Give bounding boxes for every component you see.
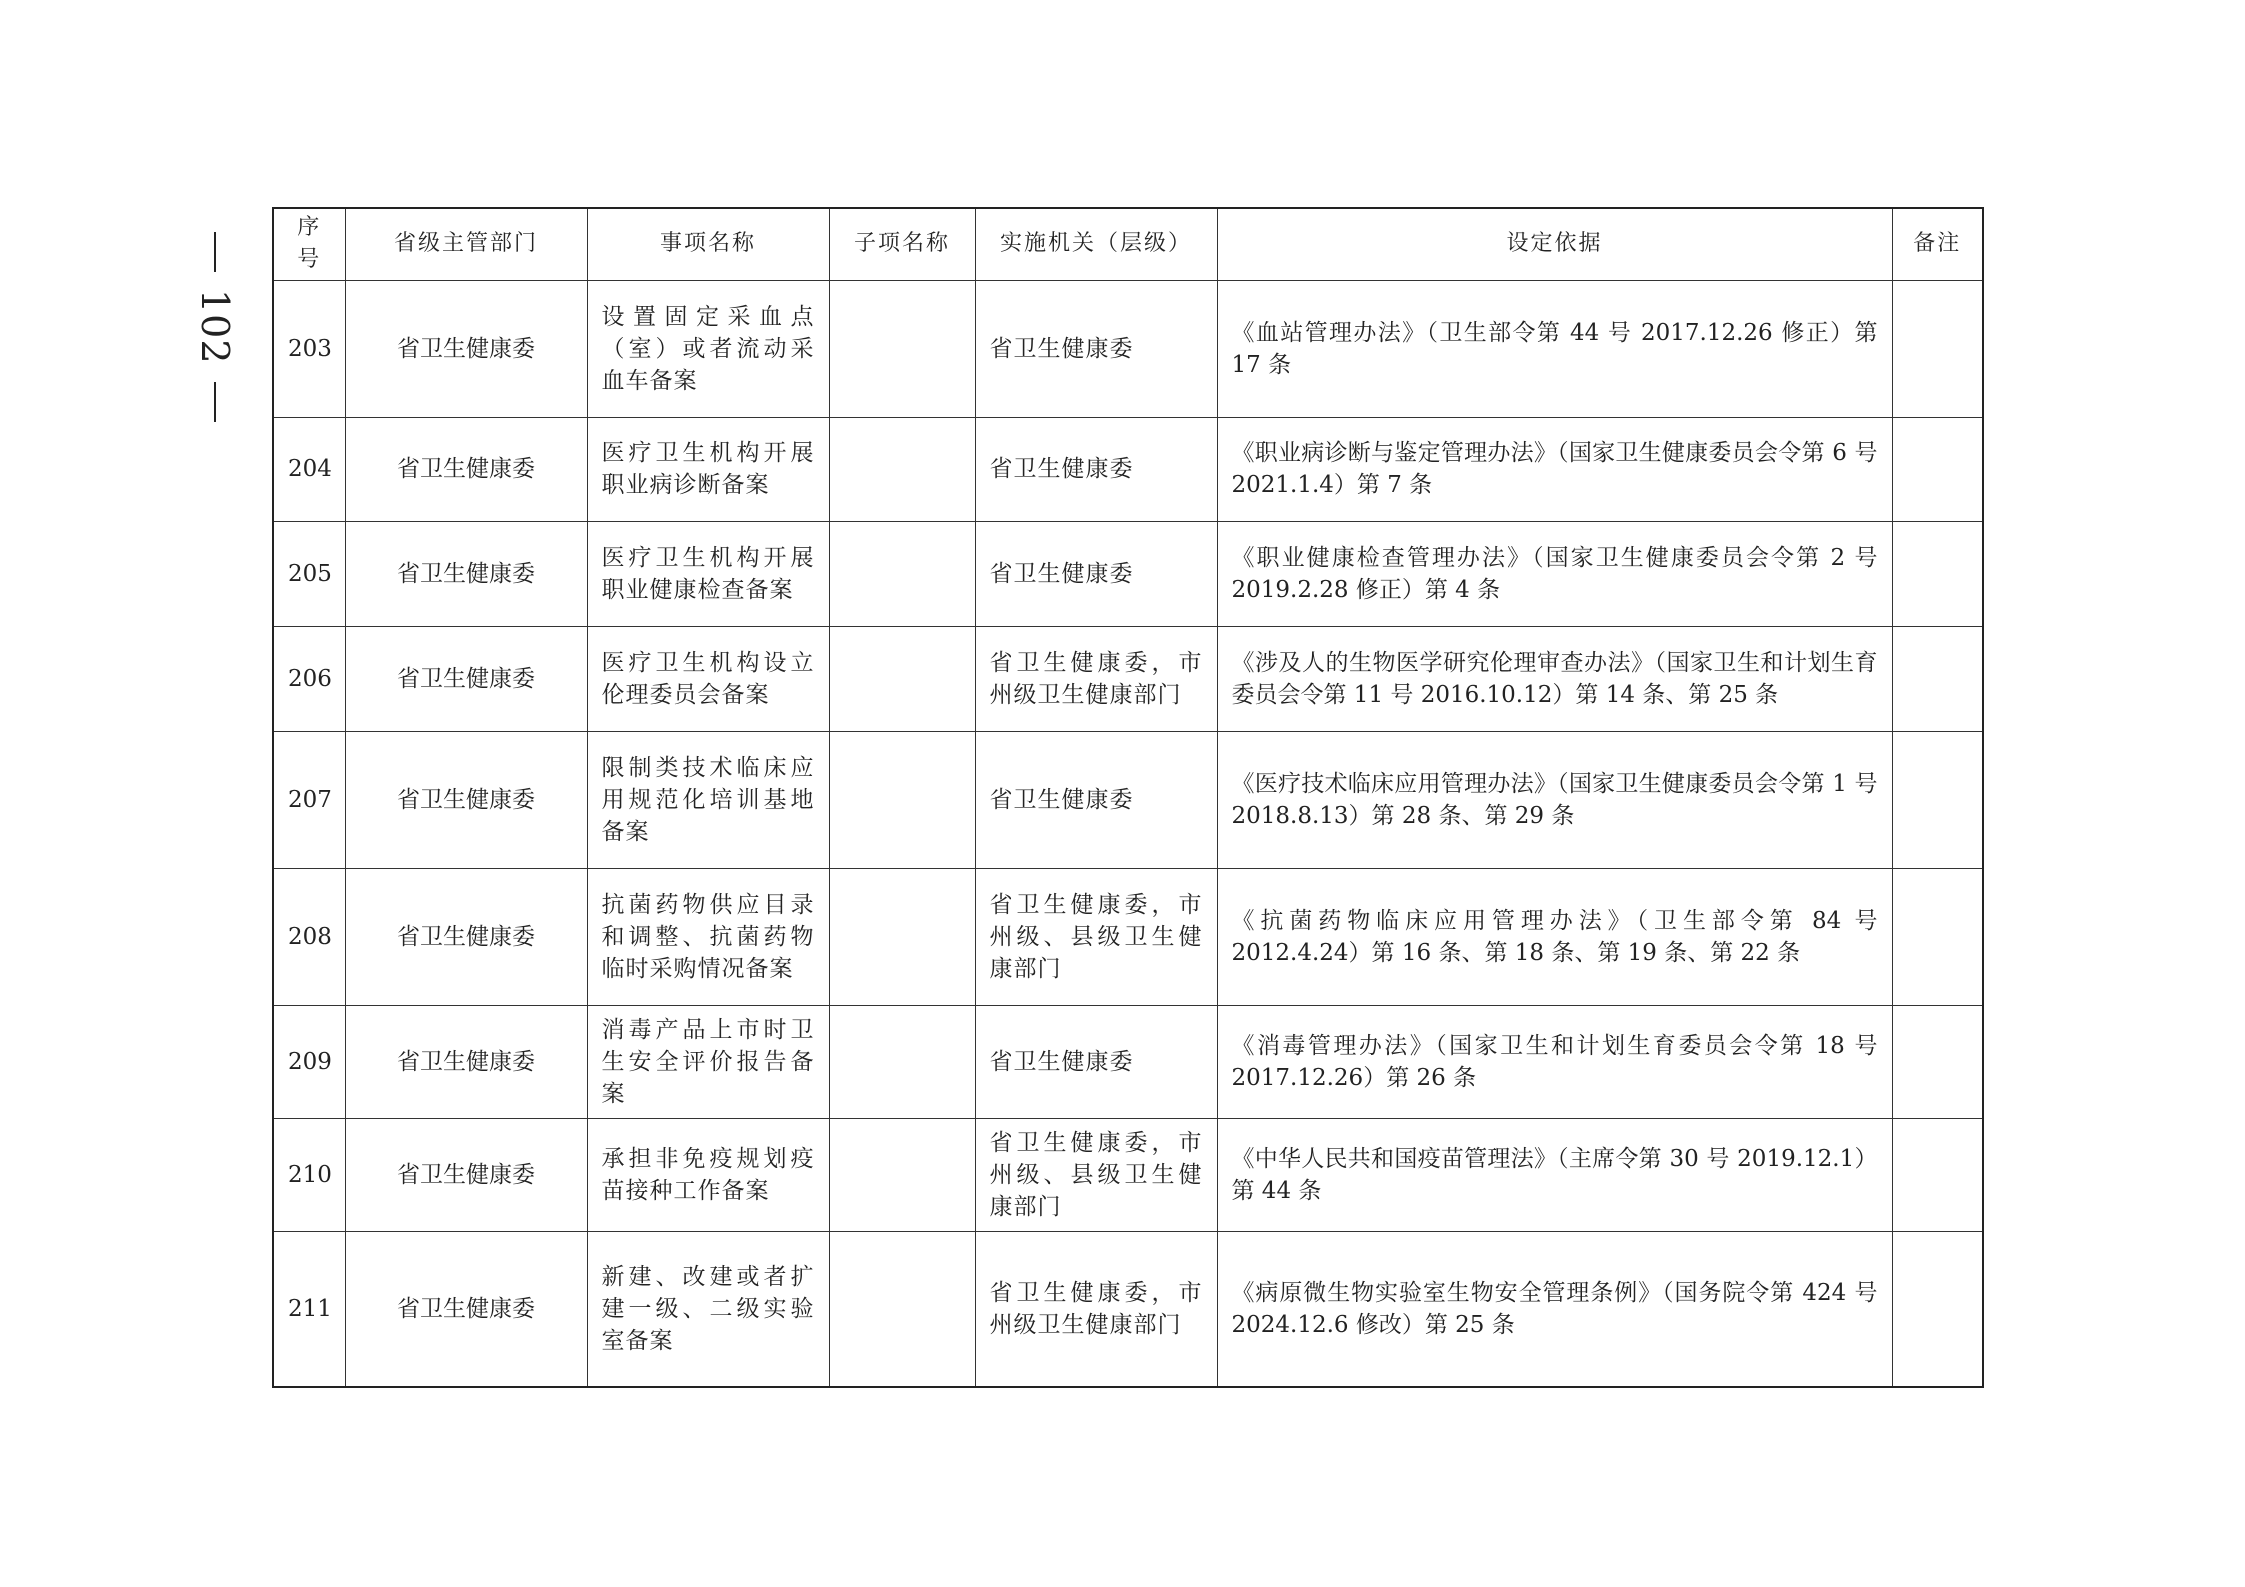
row-legal-basis: 《职业病诊断与鉴定管理办法》（国家卫生健康委员会令第 6 号 2021.1.4）第 7 条 xyxy=(1217,417,1892,521)
row-notes xyxy=(1892,280,1983,417)
row-legal-basis: 《抗菌药物临床应用管理办法》（卫生部令第 84 号 2012.4.24）第 16 条、第 18 条、第 19 条、第 22 条 xyxy=(1217,868,1892,1005)
table-row xyxy=(273,1231,1983,1387)
row-index: 209 xyxy=(273,1005,345,1118)
row-department: 省卫生健康委 xyxy=(345,1005,587,1118)
row-item-name: 新建、改建或者扩建一级、二级实验室备案 xyxy=(587,1231,829,1387)
row-index: 208 xyxy=(273,868,345,1005)
page-number-top-rule xyxy=(214,232,216,272)
row-legal-basis: 《职业健康检查管理办法》（国家卫生健康委员会令第 2 号 2019.2.28 修正）第 4 条 xyxy=(1217,521,1892,626)
row-sub-item xyxy=(829,417,975,521)
table-row xyxy=(273,868,1983,1005)
header-sub-item: 子项名称 xyxy=(829,208,975,280)
header-department: 省级主管部门 xyxy=(345,208,587,280)
row-notes xyxy=(1892,1118,1983,1231)
page-number-text: 102 xyxy=(193,289,237,365)
row-sub-item xyxy=(829,1005,975,1118)
row-sub-item xyxy=(829,731,975,868)
table-row xyxy=(273,1118,1983,1231)
row-department: 省卫生健康委 xyxy=(345,868,587,1005)
row-department: 省卫生健康委 xyxy=(345,626,587,731)
row-item-name: 抗菌药物供应目录和调整、抗菌药物临时采购情况备案 xyxy=(587,868,829,1005)
header-notes: 备注 xyxy=(1892,208,1983,280)
row-department: 省卫生健康委 xyxy=(345,731,587,868)
row-sub-item xyxy=(829,280,975,417)
row-notes xyxy=(1892,521,1983,626)
row-agency: 省卫生健康委，市州级卫生健康部门 xyxy=(975,626,1217,731)
row-department: 省卫生健康委 xyxy=(345,280,587,417)
row-index: 210 xyxy=(273,1118,345,1231)
header-agency: 实施机关（层级） xyxy=(975,208,1217,280)
table-row xyxy=(273,417,1983,521)
header-index: 序号 xyxy=(273,208,345,280)
row-notes xyxy=(1892,1231,1983,1387)
row-item-name: 承担非免疫规划疫苗接种工作备案 xyxy=(587,1118,829,1231)
row-index: 211 xyxy=(273,1231,345,1387)
row-index: 207 xyxy=(273,731,345,868)
row-sub-item xyxy=(829,1118,975,1231)
row-item-name: 限制类技术临床应用规范化培训基地备案 xyxy=(587,731,829,868)
row-index: 205 xyxy=(273,521,345,626)
row-department: 省卫生健康委 xyxy=(345,1118,587,1231)
table-header-row xyxy=(273,208,1983,280)
row-index: 204 xyxy=(273,417,345,521)
row-sub-item xyxy=(829,1231,975,1387)
row-notes xyxy=(1892,731,1983,868)
row-department: 省卫生健康委 xyxy=(345,417,587,521)
row-item-name: 消毒产品上市时卫生安全评价报告备案 xyxy=(587,1005,829,1118)
row-agency: 省卫生健康委，市州级卫生健康部门 xyxy=(975,1231,1217,1387)
row-agency: 省卫生健康委 xyxy=(975,1005,1217,1118)
header-item-name: 事项名称 xyxy=(587,208,829,280)
table-row xyxy=(273,521,1983,626)
matters-table xyxy=(272,207,1984,1388)
row-sub-item xyxy=(829,626,975,731)
row-department: 省卫生健康委 xyxy=(345,1231,587,1387)
row-legal-basis: 《涉及人的生物医学研究伦理审查办法》（国家卫生和计划生育委员会令第 11 号 2016.10.12）第 14 条、第 25 条 xyxy=(1217,626,1892,731)
row-notes xyxy=(1892,1005,1983,1118)
row-item-name: 设置固定采血点（室）或者流动采血车备案 xyxy=(587,280,829,417)
row-notes xyxy=(1892,626,1983,731)
header-legal-basis: 设定依据 xyxy=(1217,208,1892,280)
row-legal-basis: 《病原微生物实验室生物安全管理条例》（国务院令第 424 号 2024.12.6 修改）第 25 条 xyxy=(1217,1231,1892,1387)
row-agency: 省卫生健康委 xyxy=(975,521,1217,626)
row-legal-basis: 《中华人民共和国疫苗管理法》（主席令第 30 号 2019.12.1）第 44 条 xyxy=(1217,1118,1892,1231)
table-row xyxy=(273,1005,1983,1118)
row-notes xyxy=(1892,417,1983,521)
row-sub-item xyxy=(829,521,975,626)
table-row xyxy=(273,731,1983,868)
table-row xyxy=(273,280,1983,417)
row-agency: 省卫生健康委，市州级、县级卫生健康部门 xyxy=(975,1118,1217,1231)
row-legal-basis: 《血站管理办法》（卫生部令第 44 号 2017.12.26 修正）第 17 条 xyxy=(1217,280,1892,417)
row-sub-item xyxy=(829,868,975,1005)
page-number xyxy=(190,232,240,422)
row-legal-basis: 《医疗技术临床应用管理办法》（国家卫生健康委员会令第 1 号 2018.8.13）第 28 条、第 29 条 xyxy=(1217,731,1892,868)
row-index: 203 xyxy=(273,280,345,417)
row-notes xyxy=(1892,868,1983,1005)
row-agency: 省卫生健康委 xyxy=(975,280,1217,417)
table-row xyxy=(273,626,1983,731)
row-item-name: 医疗卫生机构开展职业病诊断备案 xyxy=(587,417,829,521)
row-item-name: 医疗卫生机构开展职业健康检查备案 xyxy=(587,521,829,626)
row-agency: 省卫生健康委 xyxy=(975,417,1217,521)
row-legal-basis: 《消毒管理办法》（国家卫生和计划生育委员会令第 18 号 2017.12.26）第 26 条 xyxy=(1217,1005,1892,1118)
row-agency: 省卫生健康委，市州级、县级卫生健康部门 xyxy=(975,868,1217,1005)
row-index: 206 xyxy=(273,626,345,731)
row-department: 省卫生健康委 xyxy=(345,521,587,626)
row-item-name: 医疗卫生机构设立伦理委员会备案 xyxy=(587,626,829,731)
row-agency: 省卫生健康委 xyxy=(975,731,1217,868)
page-number-bottom-rule xyxy=(214,382,216,422)
